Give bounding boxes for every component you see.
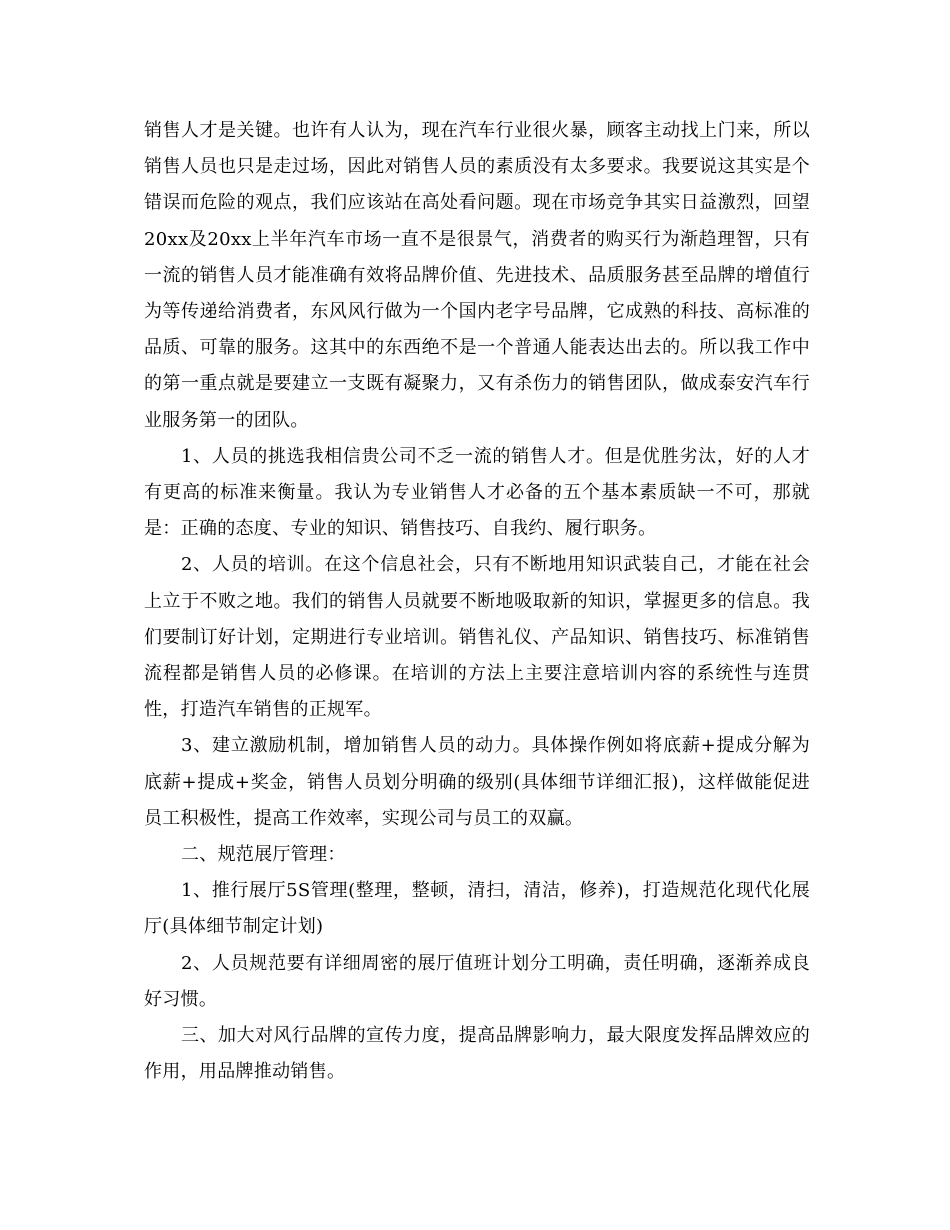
document-body: [144, 113, 810, 1090]
paragraph-brand-promotion: 三、加大对风行品牌的宣传力度，提高品牌影响力，最大限度发挥品牌效应的作用，用品牌推动销售。: [144, 1025, 810, 1083]
paragraph-staff-norms: 2、人员规范要有详细周密的展厅值班计划分工明确，责任明确，逐渐养成良好习惯。: [144, 952, 810, 1010]
paragraph-5s-management: 1、推行展厅5S管理(整理，整顿，清扫，清洁，修养)，打造规范化现代化展厅(具体细节制定计划): [144, 880, 810, 938]
paragraph-staff-training: 2、人员的培训。在这个信息社会，只有不断地用知识武装自己，才能在社会上立于不败之地。我们的销售人员就要不断地吸取新的知识，掌握更多的信息。我们要制订好计划，定期进行专业培训。销售礼仪、产品知识、销售技巧、标准销售流程都是销售人员的必修课。在培训的方法上主要注意培训内容的系统性与连贯性，打造汽车销售的正规军。: [144, 554, 810, 721]
paragraph-sales-talent: 销售人才是关键。也许有人认为，现在汽车行业很火暴，顾客主动找上门来，所以销售人员也只是走过场，因此对销售人员的素质没有太多要求。我要说这其实是个错误而危险的观点，我们应该站在高处看问题。现在市场竞争其实日益激烈，回望20xx及20xx上半年汽车市场一直不是很景气，消费者的购买行为渐趋理智，只有一流的销售人员才能准确有效将品牌价值、先进技术、品质服务甚至品牌的增值行为等传递给消费者，东风风行做为一个国内老字号品牌，它成熟的科技、高标准的品质、可靠的服务。这其中的东西绝不是一个普通人能表达出去的。所以我工作中的第一重点就是要建立一支既有凝聚力，又有杀伤力的销售团队，做成泰安汽车行业服务第一的团队。: [144, 120, 810, 431]
paragraph-staff-selection: 1、人员的挑选我相信贵公司不乏一流的销售人才。但是优胜劣汰，好的人才有更高的标准来衡量。我认为专业销售人才必备的五个基本素质缺一不可，那就是：正确的态度、专业的知识、销售技巧、自我约、履行职务。: [144, 445, 810, 540]
heading-showroom-management: 二、规范展厅管理：: [181, 844, 346, 866]
paragraph-incentive-mechanism: 3、建立激励机制，增加销售人员的动力。具体操作例如将底薪+提成分解为底薪+提成+奖金，销售人员划分明确的级别(具体细节详细汇报)，这样做能促进员工积极性，提高工作效率，实现公司与员工的双赢。: [144, 735, 810, 829]
